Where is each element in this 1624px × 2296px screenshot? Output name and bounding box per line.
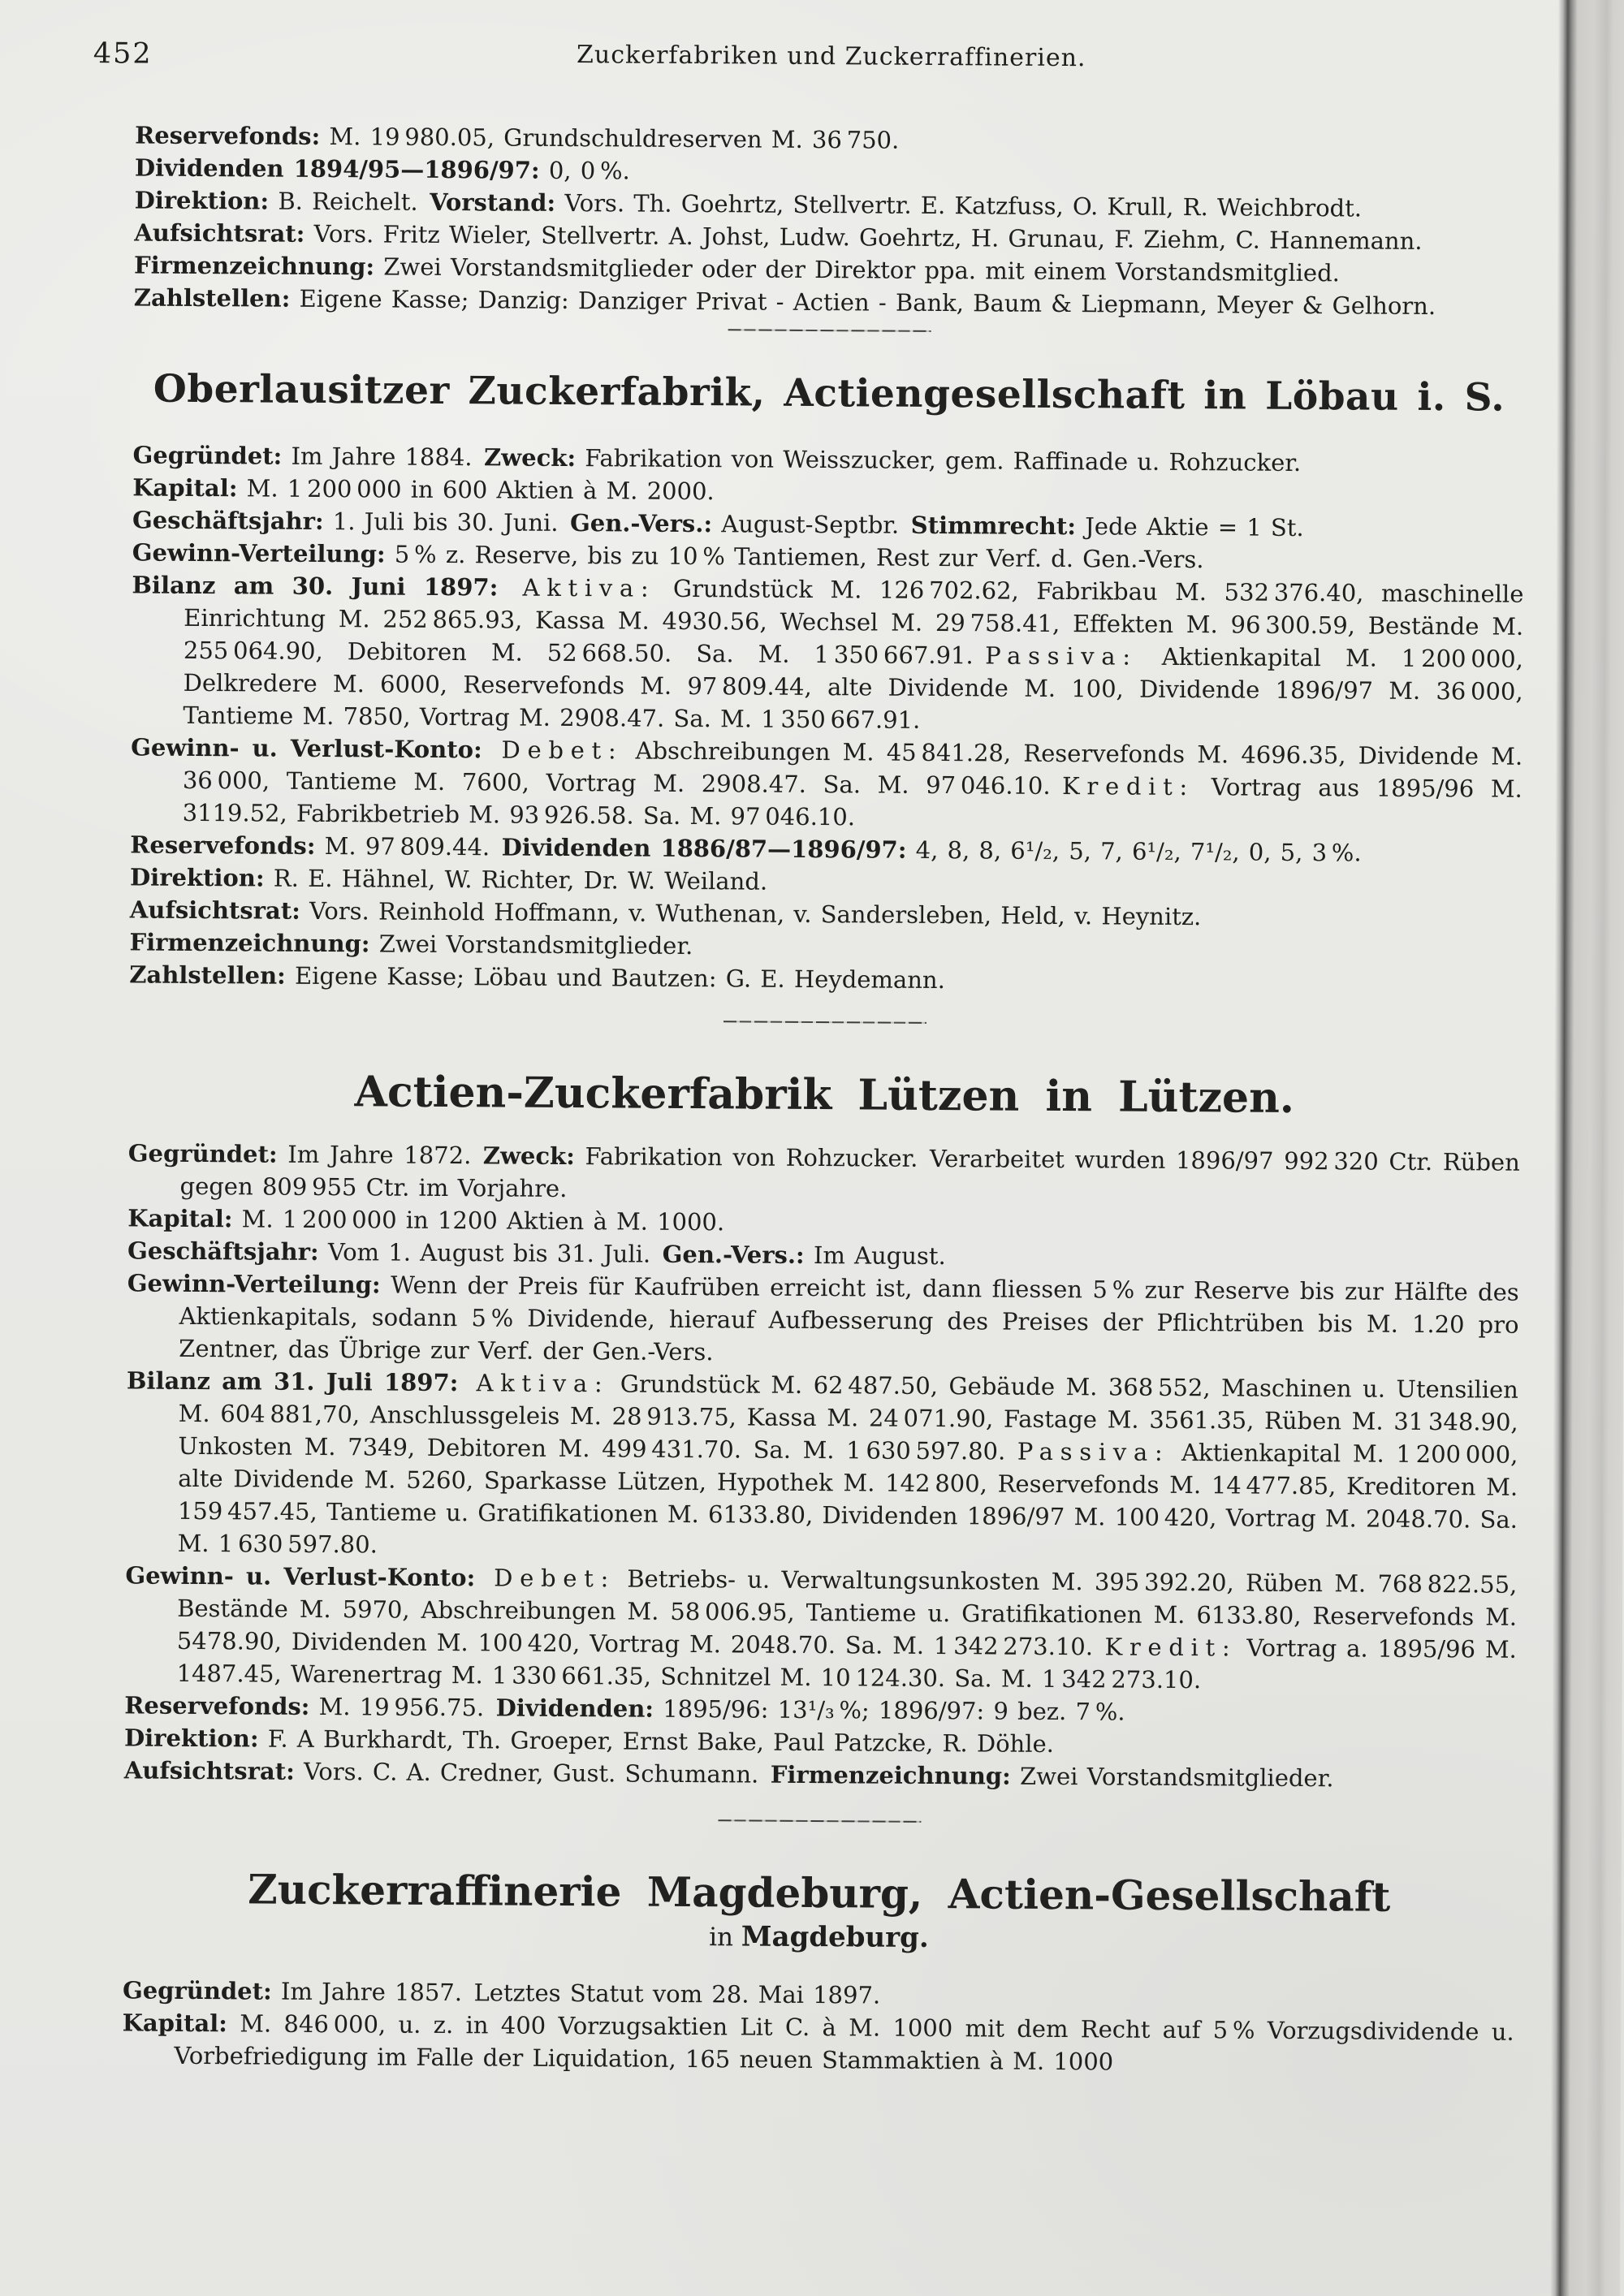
label-text: Firmenzeichnung: <box>129 928 370 958</box>
label-text: Reservefonds: <box>135 121 321 150</box>
body-text: Grundstück M. 62 487.50, Gebäude M. 368 552, Maschinen u. Utensilien M. 604 881,70, Anschlussgeleis M. 28 913.75, Kassa M. 24 071.90, Fastage M. 3561.35, Rüben M. 31 348.90, Unkosten M. 7349, Debitoren M. 499 431.70. Sa. M. 1 630 597.80. <box>178 1370 1519 1465</box>
label-text: Firmenzeichnung: <box>770 1760 1011 1790</box>
body-text: 0, 0 %. <box>539 156 630 185</box>
body-text: Kredit: <box>1104 1633 1237 1662</box>
label-text: Dividenden 1886/87—1896/97: <box>501 833 907 864</box>
body-text: Vortrag a. 1895/96 M. 1487.45, Warenertrag M. 1 330 661.35, Schnitzel M. 10 124.30. Sa. M. 1 342 273.10. <box>176 1634 1517 1694</box>
body-text: Aktienkapital M. 1 200 000, alte Dividende M. 5260, Sparkasse Lützen, Hypothek M. 142 800, Reservefonds M. 14 477.85, Kreditoren M. 159 457.45, Tantieme u. Gratifikationen M. 6133.80, Dividenden 1896/97 M. 100 420, Vortrag M. 2048.70. Sa. M. 1 630 597.80. <box>177 1438 1518 1559</box>
body-text: Aktiva: <box>498 573 656 602</box>
body-text: F. A Burkhardt, Th. Groeper, Ernst Bake, Paul Patzcke, R. Döhle. <box>258 1724 1055 1758</box>
section-divider <box>718 1819 921 1823</box>
label-text: Gewinn- u. Verlust-Konto: <box>131 733 482 764</box>
body-text: Im Jahre 1872. <box>277 1140 483 1170</box>
body-text: Abschreibungen M. 45 841.28, Reservefonds M. 4696.35, Dividende M. 36 000, Tantieme M. 7600, Vortrag M. 2908.47. Sa. M. 97 046.10. <box>182 736 1523 801</box>
company-heading: Actien-Zuckerfabrik Lützen in Lützen. <box>354 1067 1295 1123</box>
entry-paragraph <box>122 2006 1514 2080</box>
label-text: Reservefonds: <box>130 831 316 860</box>
running-header-title: Zuckerfabriken und Zuckerraffinerien. <box>576 41 1086 73</box>
body-text: Fabrikation von Weisszucker, gem. Raffinade u. Rohzucker. <box>576 444 1302 477</box>
body-text: August-Septbr. <box>711 510 911 539</box>
label-text: Dividenden: <box>495 1694 654 1723</box>
label-text: Firmenzeichnung: <box>133 251 375 281</box>
label-text: Bilanz am 31. Juli 1897: <box>126 1366 459 1397</box>
entry-paragraph <box>124 1559 1517 1698</box>
body-text: Zwei Vorstandsmitglieder. <box>1010 1762 1334 1793</box>
label-text: Gewinn-Verteilung: <box>127 1269 381 1299</box>
label-text: Gewinn- u. Verlust-Konto: <box>125 1561 476 1592</box>
label-text: Gen.-Vers.: <box>569 509 713 538</box>
body-text: Debet: <box>482 736 624 765</box>
body-text: M. 1 200 000 in 1200 Aktien à M. 1000. <box>232 1205 725 1236</box>
body-text: Vortrag aus 1895/96 M. 3119.52, Fabrikbetrieb M. 93 926.58. Sa. M. 97 046.10. <box>182 773 1522 831</box>
company-entry-danzig-tail <box>134 119 1527 335</box>
body-text: Aktienkapital M. 1 200 000, Delkredere M. 6000, Reservefonds M. 97 809.44, alte Dividende M. 100, Dividende 1896/97 M. 36 000, Tantieme M. 7850, Vortrag M. 2908.47. Sa. M. 1 350 667.91. <box>183 642 1524 734</box>
company-subheading <box>123 1916 1514 1958</box>
label-text: Dividenden 1894/95—1896/97: <box>134 153 540 184</box>
body-text: Debet: <box>475 1564 616 1593</box>
company-entry-magdeburg <box>122 1864 1515 2080</box>
running-header <box>93 37 1527 84</box>
body-text: Betriebs- u. Verwaltungsunkosten M. 395 392.20, Rüben M. 768 822.55, Bestände M. 5970, Abschreibungen M. 58 006.95, Tantieme u. Gratifikationen M. 6133.80, Reservefonds M. 5478.90, Dividenden M. 100 420, Vortrag M. 2048.70. Sa. M. 1 342 273.10. <box>176 1564 1518 1661</box>
label-text: Zweck: <box>482 1142 576 1171</box>
label-text: Zahlstellen: <box>133 283 291 313</box>
label-text: Zahlstellen: <box>129 960 286 990</box>
body-text: M. 97 809.44. <box>315 831 502 861</box>
label-text: Stimmrecht: <box>910 511 1077 541</box>
body-text: Vors. C. A. Credner, Gust. Schumann. <box>294 1757 771 1789</box>
body-text: Vors. Fritz Wieler, Stellvertr. A. Johst, Ludw. Goehrtz, H. Grunau, F. Ziehm, C. Hannemann. <box>304 219 1423 255</box>
label-text: Reservefonds: <box>124 1691 310 1720</box>
body-text: Eigene Kasse; Danzig: Danziger Privat - Actien - Bank, Baum & Liepmann, Meyer & Gelhorn. <box>290 284 1436 321</box>
book-edge-shadow <box>1550 0 1624 2296</box>
body-text: M. 1 200 000 in 600 Aktien à M. 2000. <box>237 474 715 506</box>
body-text: Kredit: <box>1061 772 1195 801</box>
body-text: R. E. Hähnel, W. Richter, Dr. W. Weiland. <box>264 864 768 896</box>
body-text: 5 % z. Reserve, bis zu 10 % Tantiemen, Rest zur Verf. d. Gen.-Vers. <box>385 540 1204 574</box>
company-entry-oberlausitzer <box>129 364 1525 1027</box>
body-text: Im Jahre 1884. <box>282 442 485 472</box>
label-text: Vorstand: <box>430 188 556 217</box>
label-text: Kapital: <box>132 473 238 503</box>
label-text: Bilanz am 30. Juni 1897: <box>132 571 499 602</box>
body-text: Jede Aktie = 1 St. <box>1075 512 1304 542</box>
label-text: Direktion: <box>129 863 265 892</box>
body-text: 1. Juli bis 30. Juni. <box>323 507 571 537</box>
label-text: Gewinn-Verteilung: <box>132 538 386 568</box>
body-text: Aktiva: <box>458 1369 610 1398</box>
section-divider <box>723 1021 926 1024</box>
body-text: Grundstück M. 126 702.62, Fabrikbau M. 532 376.40, maschinelle Einrichtung M. 252 865.93, Kassa M. 4930.56, Wechsel M. 29 758.41, Effekten M. 96 300.59, Bestände M. 255 064.90, Debitoren M. 52 668.50. Sa. M. 1 350 667.91. <box>183 574 1524 670</box>
label-text: Aufsichtsrat: <box>123 1756 295 1785</box>
label-text: Aufsichtsrat: <box>129 896 300 925</box>
body-text: Wenn der Preis für Kaufrüben erreicht ist, dann fliessen 5 % zur Reserve bis zur Hälfte des Aktienkapitals, sodann 5 % Dividende, hierauf Aufbesserung des Preises der Pflichtrüben bis M. 1.20 pro Zentner, das Übrige zur Verf. der Gen.-Vers. <box>179 1271 1519 1366</box>
body-text: 4, 8, 8, 6¹/₂, 5, 7, 6¹/₂, 7¹/₂, 0, 5, 3 %. <box>906 835 1362 867</box>
body-text: Zwei Vorstandsmitglieder. <box>369 930 693 960</box>
company-heading: Oberlausitzer Zuckerfabrik, Actiengesellschaft in Löbau i. S. <box>153 366 1505 421</box>
label-text: Kapital: <box>122 2009 228 2038</box>
page-number: 452 <box>93 37 153 71</box>
entry-paragraph <box>127 1137 1519 1211</box>
company-heading: Zuckerraffinerie Magdeburg, Actien-Gesellschaft <box>248 1865 1391 1921</box>
body-text: M. 19 980.05, Grundschuldreserven M. 36 750. <box>320 122 900 154</box>
entry-paragraph <box>131 568 1523 740</box>
label-text: Direktion: <box>134 186 270 215</box>
body-text: Eigene Kasse; Löbau und Bautzen: G. E. Heydemann. <box>285 961 945 995</box>
label-text: Kapital: <box>127 1204 233 1233</box>
body-text: M. 19 956.75. <box>309 1692 496 1722</box>
body-text: Im Jahre 1857. Letztes Statut vom 28. Mai 1897. <box>271 1977 881 2009</box>
body-text: B. Reichelt. <box>269 187 430 216</box>
label-text: Geschäftsjahr: <box>127 1236 319 1266</box>
label-text: Gegründet: <box>127 1139 278 1168</box>
company-entry-luetzen <box>123 1064 1520 1826</box>
body-text: Zwei Vorstandsmitglieder oder der Direktor ppa. mit einem Vorstandsmitglied. <box>374 252 1341 287</box>
body-text: 1895/96: 13¹/₃ %; 1896/97: 9 bez. 7 %. <box>653 1694 1125 1726</box>
body-text: Fabrikation von Rohzucker. Verarbeitet wurden 1896/97 992 320 Ctr. Rüben gegen 809 955 Ctr. im Vorjahre. <box>179 1142 1520 1203</box>
label-text: Zweck: <box>483 443 577 473</box>
page-body <box>122 119 1527 2080</box>
label-text: Direktion: <box>123 1724 259 1753</box>
body-text: in <box>709 1923 741 1953</box>
entry-paragraph <box>126 1364 1519 1568</box>
label-text: Magdeburg. <box>741 1920 929 1954</box>
body-text: Vors. Th. Goehrtz, Stellvertr. E. Katzfuss, O. Krull, R. Weichbrodt. <box>555 188 1363 222</box>
entry-paragraph <box>130 731 1522 837</box>
label-text: Aufsichtsrat: <box>134 218 305 248</box>
body-text: Vom 1. August bis 31. Juli. <box>318 1237 663 1268</box>
label-text: Geschäftsjahr: <box>132 506 324 535</box>
section-divider <box>728 329 931 332</box>
body-text: M. 846 000, u. z. in 400 Vorzugsaktien Lit C. à M. 1000 mit dem Recht auf 5 % Vorzugsdividende u. Vorbefriedigung im Falle der Liquidation, 165 neuen Stammaktien à M. 1000 <box>174 2009 1514 2076</box>
label-text: Gegründet: <box>132 441 283 470</box>
label-text: Gen.-Vers.: <box>662 1240 805 1269</box>
body-text: Vors. Reinhold Hoffmann, v. Wuthenan, v. Sandersleben, Held, v. Heynitz. <box>300 896 1202 931</box>
body-text: Passiva: <box>1017 1437 1170 1466</box>
body-text: Passiva: <box>985 641 1138 671</box>
label-text: Gegründet: <box>122 1976 272 2005</box>
body-text: Im August. <box>804 1241 946 1271</box>
entry-paragraph <box>127 1267 1519 1373</box>
